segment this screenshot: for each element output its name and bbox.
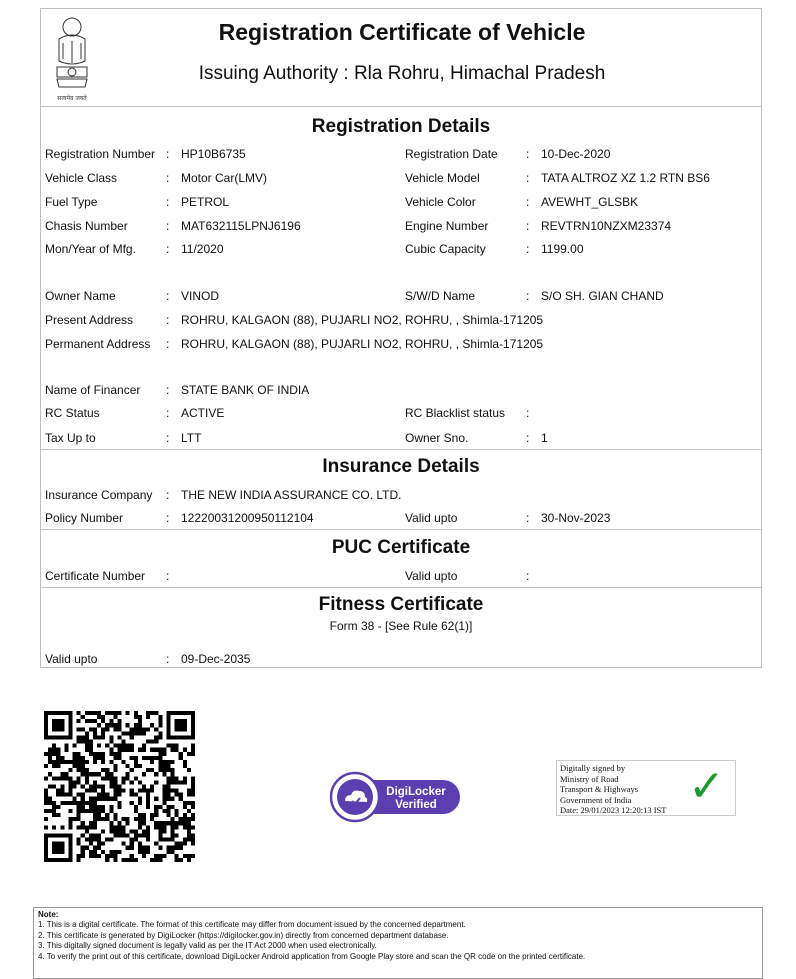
signature-line: Transport & Highways <box>560 784 639 794</box>
field-label: Mon/Year of Mfg. <box>45 242 136 256</box>
certificate-header <box>41 9 761 107</box>
signature-line: Government of India <box>560 794 632 805</box>
emblem-caption: सत्यमेव जयते <box>57 95 87 102</box>
field-value: 1199.00 <box>541 242 584 256</box>
note-heading: Note: <box>38 910 59 919</box>
field-value: VINOD <box>181 289 220 303</box>
signature-line: Digitally signed by <box>560 763 626 773</box>
note-item: 1. This is a digital certificate. The format of this certificate may differ from document issued by the concerned department. <box>38 920 466 930</box>
colon-separator: : <box>166 242 170 256</box>
field-label: Certificate Number <box>45 569 146 583</box>
note-item: 2. This certificate is generated by DigiLocker (https://digilocker.gov.in) directly from concerned department database. <box>38 930 449 940</box>
field-label: Engine Number <box>405 219 489 233</box>
field-label: Vehicle Color <box>405 195 476 209</box>
field-value: 30-Nov-2023 <box>541 511 611 525</box>
field-value: AVEWHT_GLSBK <box>541 195 639 209</box>
puc-divider <box>41 529 761 530</box>
colon-separator: : <box>526 406 530 420</box>
colon-separator: : <box>526 171 530 185</box>
colon-separator: : <box>166 219 170 233</box>
field-label: Present Address <box>45 313 134 327</box>
field-label: Registration Number <box>45 147 156 161</box>
colon-separator: : <box>166 383 170 397</box>
field-label: Chasis Number <box>45 219 128 233</box>
field-value: 10-Dec-2020 <box>541 147 611 161</box>
colon-separator: : <box>526 195 530 209</box>
certificate-frame <box>40 8 762 668</box>
field-label: Policy Number <box>45 511 124 525</box>
verified-label: Verified <box>395 799 437 811</box>
field-label: Vehicle Model <box>405 171 480 185</box>
colon-separator: : <box>526 289 530 303</box>
colon-separator: : <box>166 147 170 161</box>
colon-separator: : <box>166 652 170 666</box>
colon-separator: : <box>526 511 530 525</box>
note-box <box>33 907 763 979</box>
digilocker-label: DigiLocker <box>386 786 446 798</box>
insurance-heading: Insurance Details <box>322 456 480 477</box>
digital-signature-block <box>556 760 736 816</box>
field-label: Owner Sno. <box>405 431 469 445</box>
field-value: 11/2020 <box>181 242 224 256</box>
field-value: THE NEW INDIA ASSURANCE CO. LTD. <box>181 488 402 502</box>
field-value: STATE BANK OF INDIA <box>181 383 310 397</box>
colon-separator: : <box>166 569 170 583</box>
colon-separator: : <box>166 195 170 209</box>
field-value: ROHRU, KALGAON (88), PUJARLI NO2, ROHRU, , Shimla-171205 <box>181 337 544 351</box>
field-label: Tax Up to <box>45 431 96 445</box>
field-label: Vehicle Class <box>45 171 118 185</box>
field-label: Name of Financer <box>45 383 141 397</box>
field-value: REVTRN10NZXM23374 <box>541 219 672 233</box>
field-label: Owner Name <box>45 289 116 303</box>
colon-separator: : <box>166 488 170 502</box>
field-label: Insurance Company <box>45 488 153 502</box>
colon-separator: : <box>166 171 170 185</box>
puc-heading: PUC Certificate <box>331 537 471 558</box>
colon-separator: : <box>166 313 170 327</box>
field-value: TATA ALTROZ XZ 1.2 RTN BS6 <box>541 171 710 185</box>
registration-heading: Registration Details <box>311 116 491 137</box>
colon-separator: : <box>526 147 530 161</box>
insurance-divider <box>41 449 761 450</box>
field-value: 12220031200950112104 <box>181 511 314 525</box>
fitness-divider <box>41 587 761 588</box>
colon-separator: : <box>166 337 170 351</box>
verified-check-icon: ✓ <box>688 761 725 812</box>
qr-code <box>44 711 195 862</box>
colon-separator: : <box>526 219 530 233</box>
field-label: RC Blacklist status <box>405 406 506 420</box>
field-label: Cubic Capacity <box>405 242 486 256</box>
field-label: RC Status <box>45 406 100 420</box>
field-value: ROHRU, KALGAON (88), PUJARLI NO2, ROHRU, , Shimla-171205 <box>181 313 544 327</box>
colon-separator: : <box>166 511 170 525</box>
field-value: 09-Dec-2035 <box>181 652 251 666</box>
note-item: 4. To verify the print out of this certificate, download DigiLocker Android application from Google Play store and scan the QR code on the printed certificate. <box>38 951 586 961</box>
note-item: 3. This digitally signed document is legally valid as per the IT Act 2000 when used electronically. <box>38 941 377 951</box>
colon-separator: : <box>526 431 530 445</box>
field-value: Motor Car(LMV) <box>181 171 268 185</box>
field-value: PETROL <box>181 195 230 209</box>
field-label: Valid upto <box>45 652 98 666</box>
field-value: MAT632115LPNJ6196 <box>181 219 301 233</box>
field-label: Fuel Type <box>45 195 98 209</box>
field-value: LTT <box>181 431 202 445</box>
field-label: S/W/D Name <box>405 289 476 303</box>
field-label: Permanent Address <box>45 337 151 351</box>
field-value: ACTIVE <box>181 406 225 420</box>
colon-separator: : <box>526 569 530 583</box>
field-value: 1 <box>541 431 548 445</box>
colon-separator: : <box>166 406 170 420</box>
field-label: Valid upto <box>405 569 458 583</box>
colon-separator: : <box>526 242 530 256</box>
issuing-authority: Issuing Authority : Rla Rohru, Himachal Pradesh <box>198 63 606 84</box>
fitness-heading: Fitness Certificate <box>318 594 484 615</box>
field-label: Valid upto <box>405 511 458 525</box>
field-value: HP10B6735 <box>181 147 246 161</box>
field-value: S/O SH. GIAN CHAND <box>541 289 664 303</box>
colon-separator: : <box>166 289 170 303</box>
fitness-form-rule: Form 38 - [See Rule 62(1)] <box>329 619 473 633</box>
signature-line: Ministry of Road <box>560 773 619 784</box>
digilocker-verified-badge <box>330 771 463 823</box>
colon-separator: : <box>166 431 170 445</box>
certificate-title: Registration Certificate of Vehicle <box>218 19 586 45</box>
field-label: Registration Date <box>405 147 498 161</box>
signature-date: Date: 29/01/2023 12:20:13 IST <box>560 805 667 815</box>
